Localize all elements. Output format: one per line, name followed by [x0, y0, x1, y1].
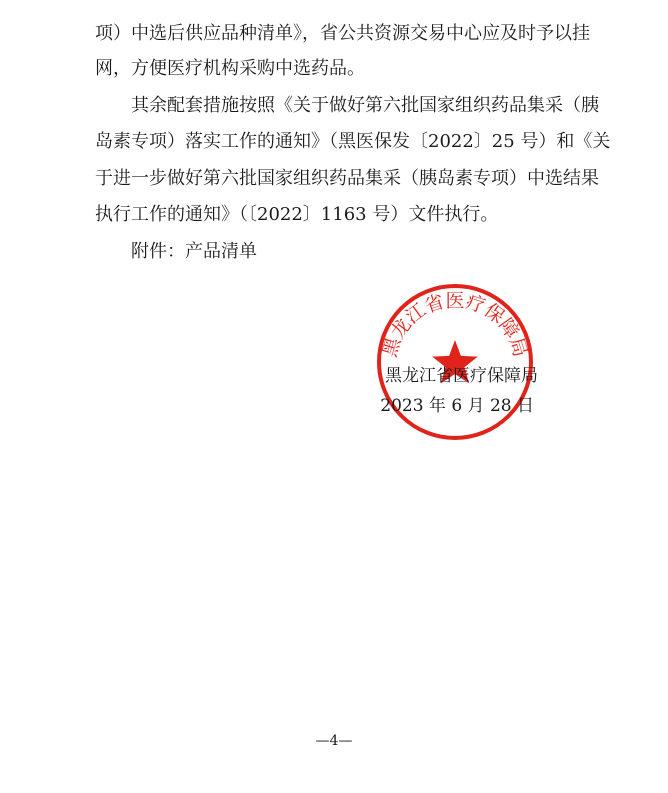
body-line-1: 项）中选后供应品种清单》，省公共资源交易中心应及时予以挂 — [95, 23, 590, 44]
page-number: —4— — [315, 733, 353, 749]
attachment-line: 附件：产品清单 — [131, 241, 257, 262]
seal-text: 黑龙江省医疗保障局 — [378, 289, 532, 360]
body-line-2: 网，方便医疗机构采购中选药品。 — [95, 58, 365, 79]
body-line-6: 执行工作的通知》（〔2022〕1163 号）文件执行。 — [95, 204, 499, 225]
body-line-3: 其余配套措施按照《关于做好第六批国家组织药品集采（胰 — [131, 95, 599, 116]
signature-date: 2023 年 6 月 28 日 — [380, 396, 534, 416]
signature-org: 黑龙江省医疗保障局 — [385, 366, 538, 386]
official-seal — [375, 282, 535, 442]
body-line-4: 岛素专项）落实工作的通知》（黑医保发〔2022〕25 号）和《关 — [95, 131, 611, 152]
body-line-5: 于进一步做好第六批国家组织药品集采（胰岛素专项）中选结果 — [95, 168, 599, 189]
